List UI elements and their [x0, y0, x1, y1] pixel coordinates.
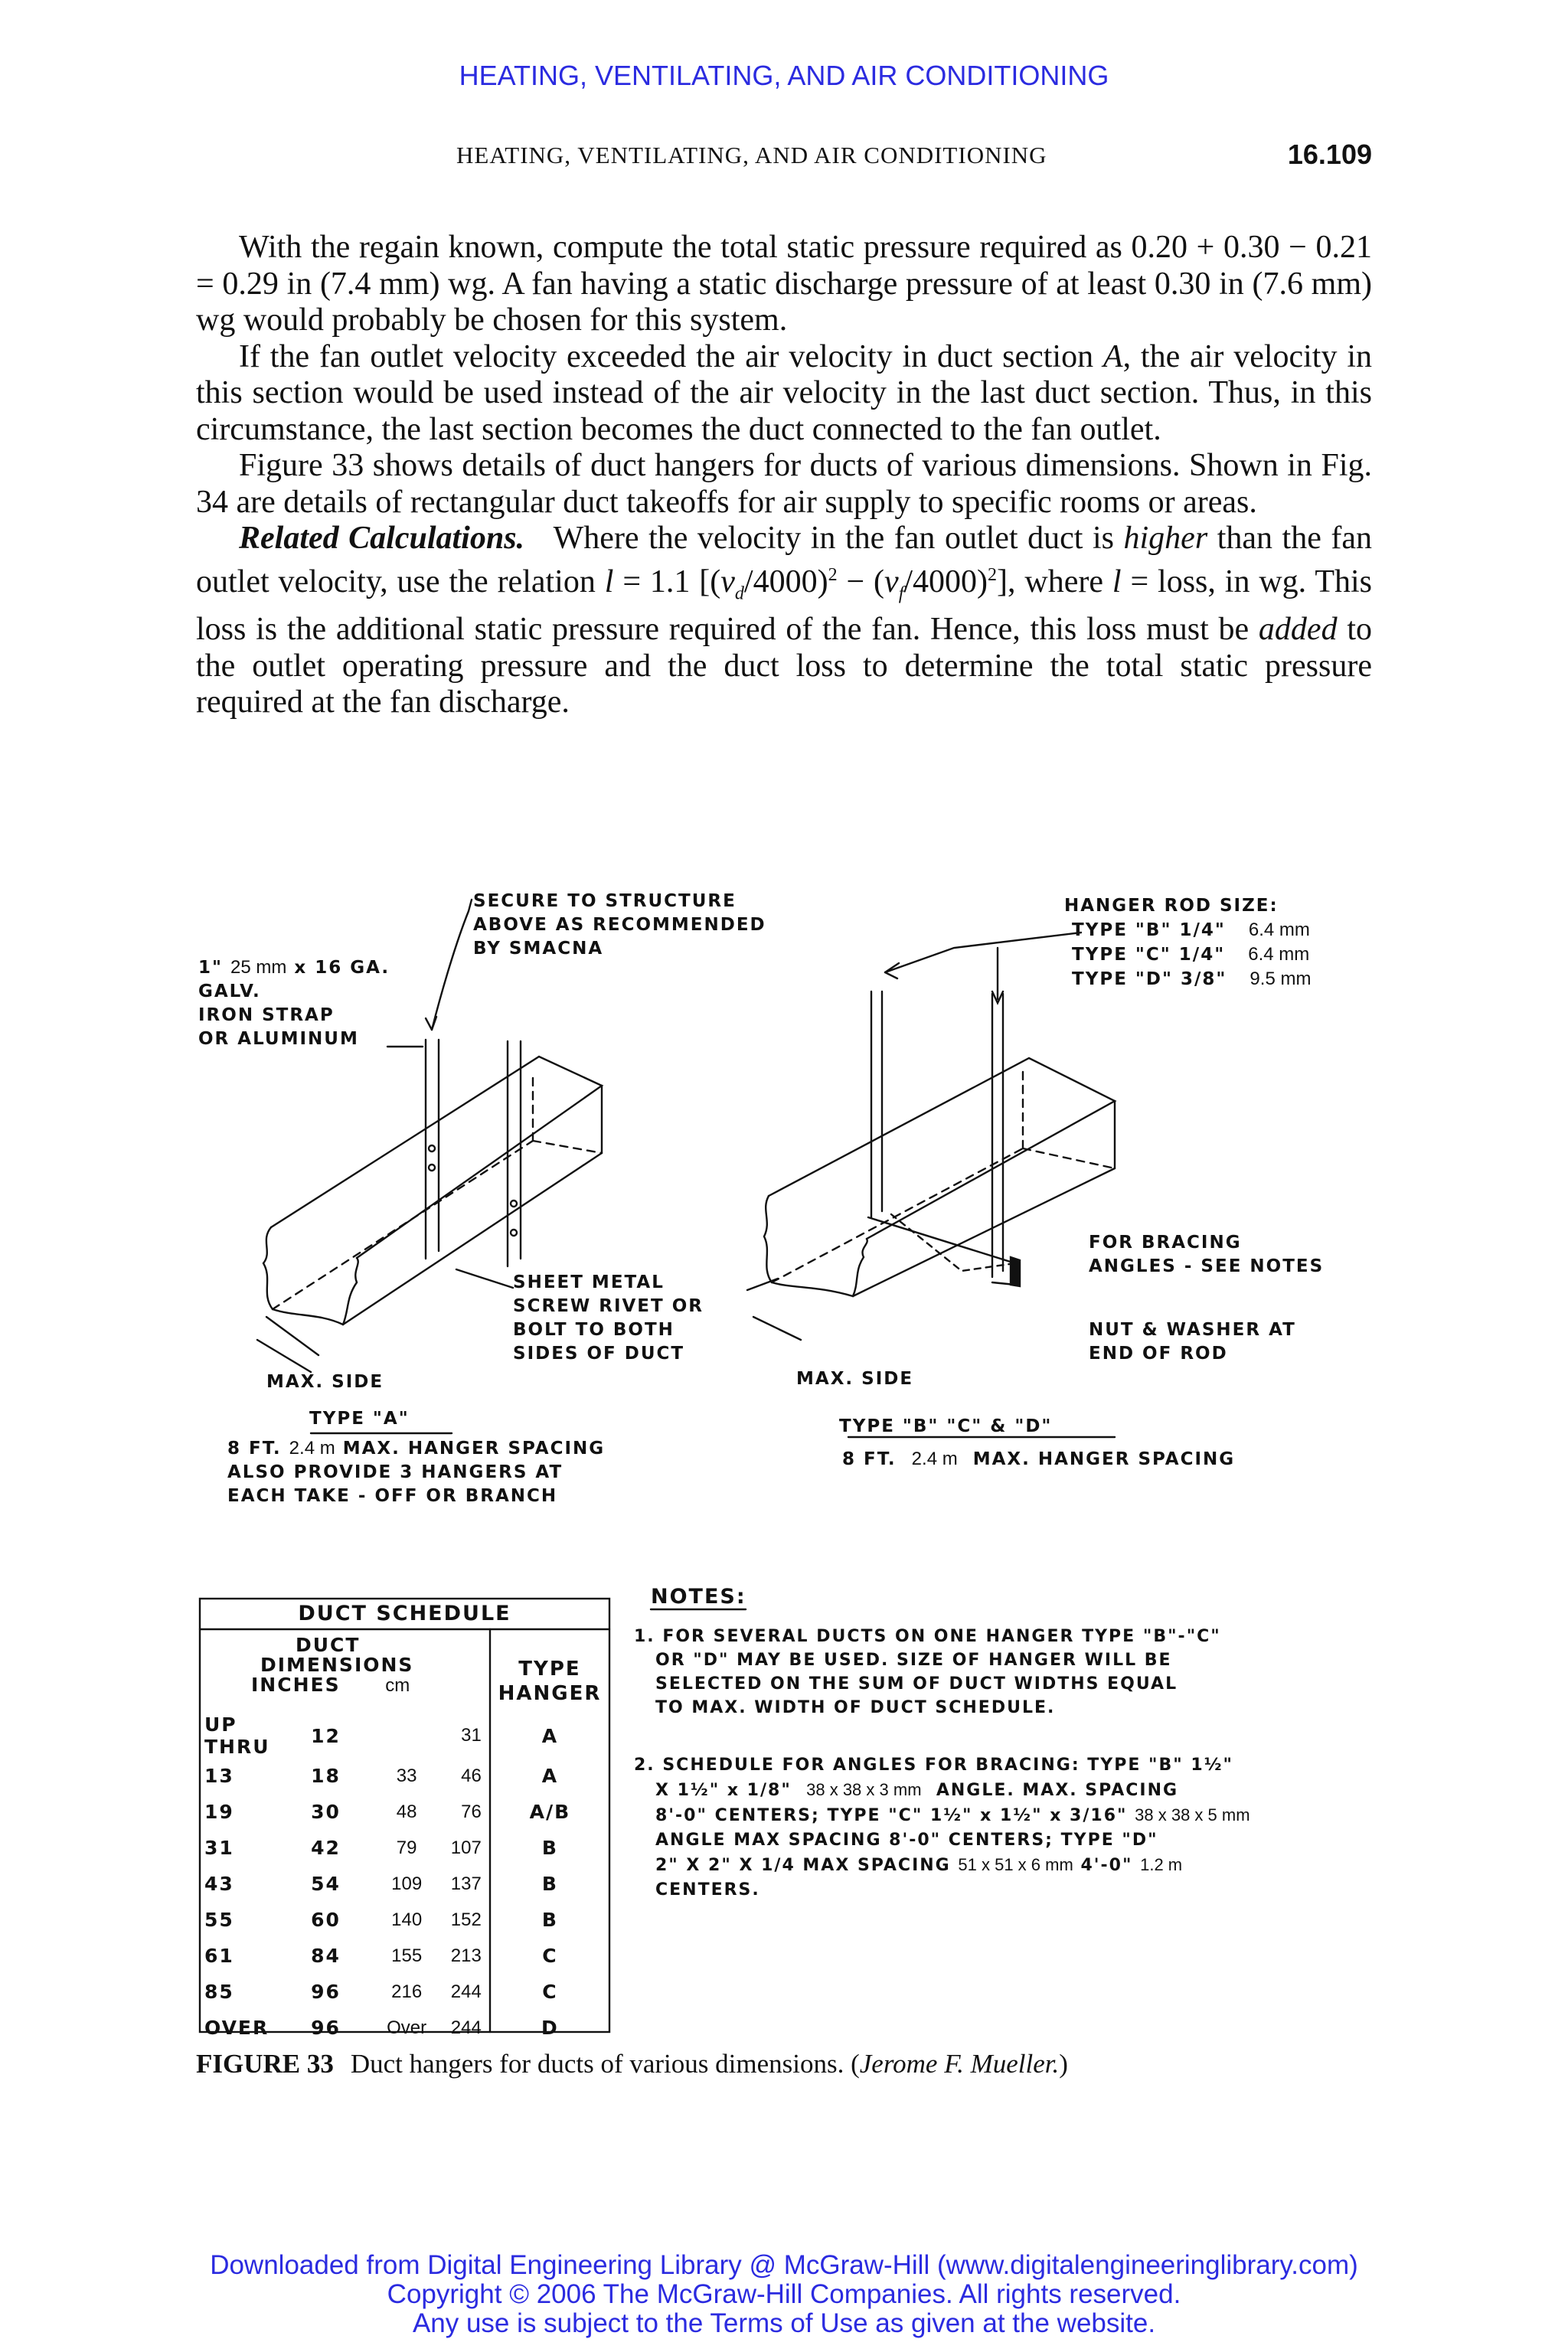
schedule-cell-in-to: 42 — [311, 1837, 341, 1859]
figure-33 — [196, 865, 1372, 2037]
schedule-cell-type: B — [541, 1873, 558, 1895]
schedule-cell-cm-to: 213 — [450, 1945, 482, 1966]
footer-line-2: Copyright © 2006 The McGraw-Hill Companies. All rights reserved. — [387, 2279, 1181, 2309]
running-title: HEATING, VENTILATING, AND AIR CONDITIONING — [456, 142, 1047, 168]
schedule-cell-cm-to: 107 — [450, 1837, 482, 1858]
schedule-cell-in-to: 60 — [311, 1909, 341, 1931]
footer-line-1[interactable]: Downloaded from Digital Engineering Library @ McGraw-Hill (www.digitalengineeringlibrary.com) — [210, 2250, 1358, 2280]
schedule-cell-in-from: 13 — [204, 1765, 234, 1787]
paragraph-4: Related Calculations. Where the velocity in the fan outlet duct is higher than the fan outlet velocity, use the relation l = 1.1 $[(v_d/4000)^2 - (v_f/4000)^2]$, where l = loss, in wg. This loss is the additional static pressure required of the fan. Hence, this loss must be added to the outlet operating pressure and the duct loss to determine the total static pressure required at the fan discharge. — [196, 521, 1373, 720]
table-row — [200, 2010, 609, 2046]
duct-schedule-rows — [200, 1713, 609, 2046]
table-row — [200, 1938, 609, 1974]
schedule-title: DUCT SCHEDULE — [298, 1602, 511, 1625]
schedule-cell-cm-from: 140 — [391, 1909, 423, 1930]
schedule-cell-in-from: 55 — [204, 1909, 234, 1931]
schedule-cell-cm-from: 109 — [391, 1873, 423, 1894]
schedule-cell-cm-from — [376, 1713, 437, 1758]
schedule-cell-in-to: 84 — [311, 1945, 341, 1967]
schedule-cell-in-to: 30 — [311, 1801, 341, 1823]
paragraph-2: If the fan outlet velocity exceeded the air velocity in duct section A, the air velocity in this section would be used instead of the air velocity in the last duct section. Thus, in this circumstance, the last section becomes the duct connected to the fan outlet. — [196, 338, 1372, 447]
schedule-cell-cm-to: 31 — [461, 1725, 482, 1746]
schedule-cell-cm-from: Over — [387, 2017, 427, 2038]
top-banner: HEATING, VENTILATING, AND AIR CONDITIONING — [459, 60, 1109, 91]
schedule-cell-in-to: 12 — [311, 1724, 341, 1747]
schedule-cell-cm-from: 48 — [396, 1801, 417, 1822]
schedule-cell-cm-from: 155 — [391, 1945, 423, 1966]
schedule-cell-in-to: 54 — [311, 1873, 341, 1895]
duct-schedule-table — [200, 1713, 609, 2046]
paragraph-3: Figure 33 shows details of duct hangers for ducts of various dimensions. Shown in Fig. 34 are details of rectangular duct takeoffs for air supply to specific rooms or areas. — [196, 448, 1372, 520]
type-bcd-rods — [868, 991, 1020, 1286]
related-calculations-heading: Related Calculations. — [239, 521, 525, 556]
schedule-cell-type: D — [541, 2017, 559, 2039]
schedule-cell-cm-from: 216 — [391, 1981, 423, 2002]
note-1: 1. FOR SEVERAL DUCTS ON ONE HANGER TYPE "B"-"C" OR "D" MAY BE USED. SIZE OF HANGER WILL BE SELECTED ON THE SUM OF DUCT WIDTHS EQUAL TO MAX. WIDTH OF DUCT SCHEDULE. — [634, 1627, 1221, 1717]
hanger-rod-size: HANGER ROD SIZE: TYPE "B" 1/4" 6.4 mm TYPE "C" 1/4" 6.4 mm TYPE "D" 3/8" 9.5 mm — [1064, 896, 1312, 989]
notes-title: NOTES: — [651, 1585, 746, 1609]
schedule-cell-type: A — [541, 1724, 559, 1747]
schedule-head-dims: DUCT DIMENSIONS INCHES cm — [251, 1634, 414, 1696]
nut-washer-label: NUT & WASHER AT END OF ROD — [1089, 1320, 1296, 1364]
page-number: 16.109 — [1287, 139, 1372, 170]
schedule-cell-type: B — [541, 1909, 558, 1931]
schedule-cell-cm-to: 244 — [450, 2017, 482, 2038]
footer-line-3: Any use is subject to the Terms of Use as given at the website. — [412, 2308, 1156, 2338]
bracing-label: FOR BRACING ANGLES - SEE NOTES — [1089, 1233, 1325, 1276]
figure-caption: FIGURE 33 Duct hangers for ducts of various dimensions. (Jerome F. Mueller.) — [196, 2049, 1068, 2079]
schedule-cell-in-from: 61 — [204, 1945, 234, 1967]
schedule-cell-type: B — [541, 1837, 558, 1859]
type-a-straps — [387, 1040, 521, 1266]
schedule-cell-in-from: UP THRU — [204, 1713, 270, 1758]
type-bcd-duct — [764, 1058, 1115, 1296]
schedule-cell-type: C — [542, 1945, 558, 1967]
paragraph-1: With the regain known, compute the total static pressure required as 0.20 + 0.30 − 0.21 = 0.29 in (7.4 mm) wg. A fan having a static discharge pressure of at least 0.30 in (7.6 mm) wg would probably be chosen for this system. — [196, 230, 1372, 338]
secure-label: SECURE TO STRUCTURE ABOVE AS RECOMMENDED BY SMACNA — [473, 891, 766, 959]
schedule-cell-type: A/B — [529, 1801, 571, 1823]
schedule-cell-type: C — [542, 1981, 558, 2003]
schedule-cell-cm-from: 79 — [396, 1837, 417, 1858]
schedule-cell-type: A — [541, 1765, 559, 1787]
schedule-cell-cm-to: 152 — [450, 1909, 482, 1930]
max-side-left: MAX. SIDE — [266, 1372, 384, 1392]
type-a-title: TYPE "A" — [309, 1409, 410, 1429]
schedule-cell-in-from: 85 — [204, 1981, 234, 2003]
table-row — [200, 1866, 609, 1902]
strap-label: 1" 25 mm x 16 GA. GALV. IRON STRAP OR ALUMINUM — [198, 957, 390, 1049]
type-a-spacing: 8 FT. 2.4 m MAX. HANGER SPACING ALSO PROVIDE 3 HANGERS AT EACH TAKE - OFF OR BRANCH — [227, 1438, 606, 1506]
figure-label: FIGURE 33 — [196, 2049, 334, 2079]
table-row — [200, 1758, 609, 1794]
schedule-cell-cm-to: 76 — [461, 1801, 482, 1822]
schedule-cell-cm-to: 244 — [450, 1981, 482, 2002]
schedule-cell-cm-to: 46 — [461, 1765, 482, 1786]
schedule-cell-in-from: 43 — [204, 1873, 234, 1895]
schedule-cell-in-from: OVER — [204, 2017, 270, 2039]
table-row — [200, 1974, 609, 2010]
max-side-right: MAX. SIDE — [796, 1369, 914, 1389]
schedule-head-type: TYPE HANGER — [498, 1658, 602, 1705]
table-row — [200, 1830, 609, 1866]
table-row — [200, 1794, 609, 1830]
table-row — [200, 1713, 609, 1758]
type-bcd-title: TYPE "B" "C" & "D" — [839, 1416, 1053, 1436]
schedule-cell-cm-to: 137 — [450, 1873, 482, 1894]
type-bcd-leaders — [747, 933, 1081, 1340]
schedule-cell-in-from: 19 — [204, 1801, 234, 1823]
table-row — [200, 1902, 609, 1938]
schedule-cell-in-from: 31 — [204, 1837, 234, 1859]
sheet-metal-screw-label: SHEET METAL SCREW RIVET OR BOLT TO BOTH SIDES OF DUCT — [513, 1272, 704, 1364]
download-footer — [0, 2251, 1568, 2338]
note-2: 2. SCHEDULE FOR ANGLES FOR BRACING: TYPE "B" 1½" X 1½" x 1/8" 38 x 38 x 3 mm ANGLE. MAX. SPACING 8'-0" CENTERS; TYPE "C" 1½" x 1½" x 3/16" 38 x 38 x 5 mm ANGLE MAX SPACING 8'-0" CENTERS; TYPE "D" 2" X 2" X 1/4 MAX SPACING 51 x 51 x 6 mm 4'-0" 1.2 m CENTERS. — [634, 1756, 1250, 1900]
schedule-cell-in-to: 96 — [311, 2017, 341, 2039]
schedule-cell-in-to: 96 — [311, 1981, 341, 2003]
schedule-cell-cm-from: 33 — [396, 1765, 417, 1786]
schedule-cell-in-to: 18 — [311, 1765, 341, 1787]
type-bcd-spacing: 8 FT. 2.4 m MAX. HANGER SPACING — [842, 1449, 1236, 1469]
body-text — [196, 230, 1372, 721]
